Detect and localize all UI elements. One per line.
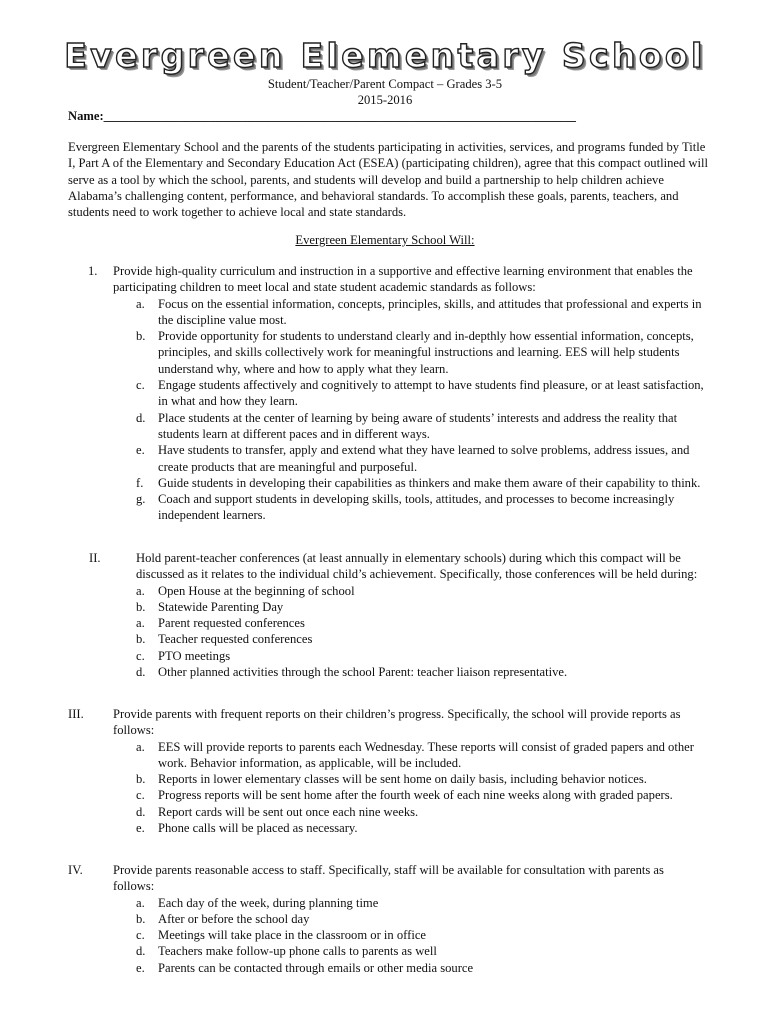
item-text: EES will provide reports to parents each Wednesday. These reports will consist of graded papers and other work. Behavior information, as applicable, will be included. xyxy=(158,739,694,770)
list-item xyxy=(68,410,708,443)
list-item xyxy=(68,739,708,772)
list-item xyxy=(68,927,708,943)
item-letter: b. xyxy=(136,911,146,926)
item-text: Progress reports will be sent home after the fourth week of each nine weeks along with graded papers. xyxy=(158,788,673,803)
item-letter: a. xyxy=(136,583,145,598)
item-letter: e. xyxy=(136,821,145,836)
item-letter: d. xyxy=(136,410,146,425)
item-text: Coach and support students in developing skills, tools, attitudes, and processes to become increasingly independent learners. xyxy=(158,492,675,523)
item-text: Guide students in developing their capabilities as thinkers and make them aware of their capability to think. xyxy=(158,475,701,490)
item-text: Other planned activities through the school Parent: teacher liaison representative. xyxy=(158,665,568,680)
item-text: Engage students affectively and cognitively to attempt to have students find pleasure, or at least satisfaction, in what and how they learn. xyxy=(158,378,704,409)
list-item xyxy=(68,599,708,615)
item-text: After or before the school day xyxy=(158,911,310,926)
list-item xyxy=(68,631,708,647)
item-number: 1. xyxy=(88,264,98,278)
compact-item-4 xyxy=(68,862,708,976)
item-letter: b. xyxy=(136,329,146,344)
item-text: Provide opportunity for students to understand clearly and in-depthly how essential information, concepts, principles, and skills collectively work for meaningful instructions and learning. EES will help students understand why, where and how to apply what they learn. xyxy=(158,329,694,376)
item-text: Meetings will take place in the classroom or in office xyxy=(158,928,427,943)
item-letter: c. xyxy=(136,378,145,393)
item-number: IV. xyxy=(68,863,83,877)
item-text: Open House at the beginning of school xyxy=(158,583,355,598)
list-item xyxy=(68,648,708,664)
list-item xyxy=(68,911,708,927)
item-text: Place students at the center of learning by being aware of students’ interests and address the reality that students learn at different paces and in different ways. xyxy=(158,410,678,441)
item-letter: d. xyxy=(136,804,146,819)
list-item xyxy=(68,491,708,524)
item-text: Report cards will be sent out once each nine weeks. xyxy=(158,804,419,819)
item-letter: f. xyxy=(136,475,144,490)
list-item xyxy=(68,296,708,329)
item-letter: a. xyxy=(136,895,145,910)
intro-paragraph: Evergreen Elementary School and the parents of the students participating in activities, services, and programs funded by Title I, Part A of the Elementary and Secondary Education Act (ESEA) (participating children), agree that this compact outlined will serve as a tool by which the school, parents, and students will develop and build a partnership to help children achieve Alabama’s challenging content, performance, and behavioral standards. To accomplish these goals, parents, teachers, and students need to work together to achieve local and state standards. xyxy=(68,140,708,220)
list-item xyxy=(68,475,708,491)
compact-title: Student/Teacher/Parent Compact – Grades 3-5 xyxy=(267,77,503,91)
item-text: Provide parents reasonable access to staff. Specifically, staff will be available for consultation with parents as follows: xyxy=(113,863,664,894)
item-text: Teachers make follow-up phone calls to parents as well xyxy=(158,944,437,959)
item-text: Statewide Parenting Day xyxy=(158,599,284,614)
list-item xyxy=(68,804,708,820)
list-item xyxy=(68,787,708,803)
compact-item-3 xyxy=(68,706,708,836)
item-text: Hold parent-teacher conferences (at least annually in elementary schools) during which this compact will be discussed as it relates to the individual child’s achievement. Specifically, those conferences will be held during: xyxy=(136,551,698,582)
list-item xyxy=(68,771,708,787)
sub-list xyxy=(68,583,708,681)
item-text: Teacher requested conferences xyxy=(158,632,313,647)
item-letter: b. xyxy=(136,599,146,614)
item-text: Parents can be contacted through emails or other media source xyxy=(158,960,474,975)
list-item xyxy=(68,820,708,836)
item-text: Each day of the week, during planning time xyxy=(158,895,379,910)
item-text: Provide parents with frequent reports on their children’s progress. Specifically, the school will provide reports as follows: xyxy=(113,707,681,738)
school-name-title: Evergreen Elementary School xyxy=(64,36,706,75)
list-item xyxy=(68,615,708,631)
item-letter: a. xyxy=(136,616,145,631)
item-text: Parent requested conferences xyxy=(158,616,305,631)
list-item xyxy=(68,377,708,410)
item-letter: b. xyxy=(136,772,146,787)
item-letter: d. xyxy=(136,944,146,959)
item-letter: g. xyxy=(136,492,146,507)
item-text: Focus on the essential information, concepts, principles, skills, and attitudes that professional and experts in the discipline value most. xyxy=(158,296,702,327)
item-letter: a. xyxy=(136,296,145,311)
item-letter: c. xyxy=(136,788,145,803)
item-letter: e. xyxy=(136,443,145,458)
list-item xyxy=(68,664,708,680)
list-item xyxy=(68,442,708,475)
name-field-label: Name:___________________________________________________________________________ xyxy=(68,109,576,123)
item-letter: e. xyxy=(136,960,145,975)
item-text: PTO meetings xyxy=(158,648,231,663)
item-text: Provide high-quality curriculum and instruction in a supportive and effective learning environment that enables the participating children to meet local and state student academic standards as follows: xyxy=(113,264,693,295)
compact-item-1 xyxy=(68,263,708,524)
school-year: 2015-2016 xyxy=(357,93,413,107)
item-letter: c. xyxy=(136,928,145,943)
sub-list xyxy=(68,739,708,837)
item-letter: d. xyxy=(136,665,146,680)
compact-item-2 xyxy=(68,550,708,680)
list-item xyxy=(68,583,708,599)
list-item xyxy=(68,960,708,976)
section-heading: Evergreen Elementary School Will: xyxy=(295,233,475,247)
list-item xyxy=(68,328,708,377)
item-letter: c. xyxy=(136,648,145,663)
item-text: Have students to transfer, apply and extend what they have learned to solve problems, address issues, and create products that are meaningful and purposeful. xyxy=(158,443,690,474)
list-item xyxy=(68,895,708,911)
item-text: Reports in lower elementary classes will be sent home on daily basis, including behavior notices. xyxy=(158,772,647,787)
list-item xyxy=(68,943,708,959)
sub-list xyxy=(68,296,708,524)
item-text: Phone calls will be placed as necessary. xyxy=(158,821,358,836)
item-letter: b. xyxy=(136,632,146,647)
item-number: III. xyxy=(68,707,84,721)
item-letter: a. xyxy=(136,739,145,754)
item-number: II. xyxy=(89,551,101,565)
sub-list xyxy=(68,895,708,976)
